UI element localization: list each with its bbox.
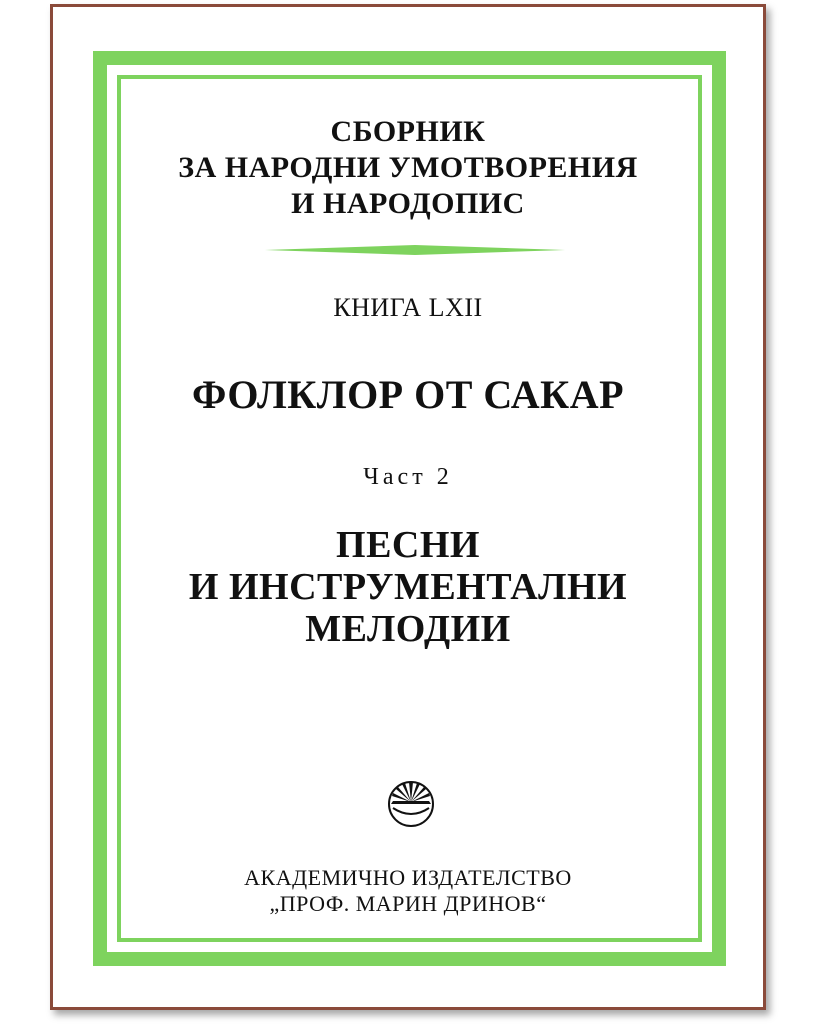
diamond-rule-icon — [265, 244, 565, 256]
series-line: ЗА НАРОДНИ УМОТВОРЕНИЯ — [178, 151, 638, 184]
series-line: И НАРОДОПИС — [291, 187, 525, 220]
subtitle-line: МЕЛОДИИ — [305, 608, 511, 650]
publisher-line: „ПРОФ. МАРИН ДРИНОВ“ — [269, 891, 547, 916]
subtitle-line: ПЕСНИ — [336, 524, 480, 566]
publisher — [53, 865, 763, 917]
book-cover — [50, 4, 766, 1010]
book-subtitle — [53, 524, 763, 650]
publisher-line: АКАДЕМИЧНО ИЗДАТЕЛСТВО — [244, 865, 572, 890]
subtitle-line: И ИНСТРУМЕНТАЛНИ — [188, 566, 628, 608]
rising-sun-logo-icon — [387, 780, 435, 828]
series-line: СБОРНИК — [330, 115, 486, 148]
part-label: Част 2 — [363, 464, 453, 490]
series-title — [53, 114, 763, 222]
book-title: ФОЛКЛОР ОТ САКАР — [191, 372, 625, 417]
book-number: КНИГА LXII — [333, 293, 483, 322]
